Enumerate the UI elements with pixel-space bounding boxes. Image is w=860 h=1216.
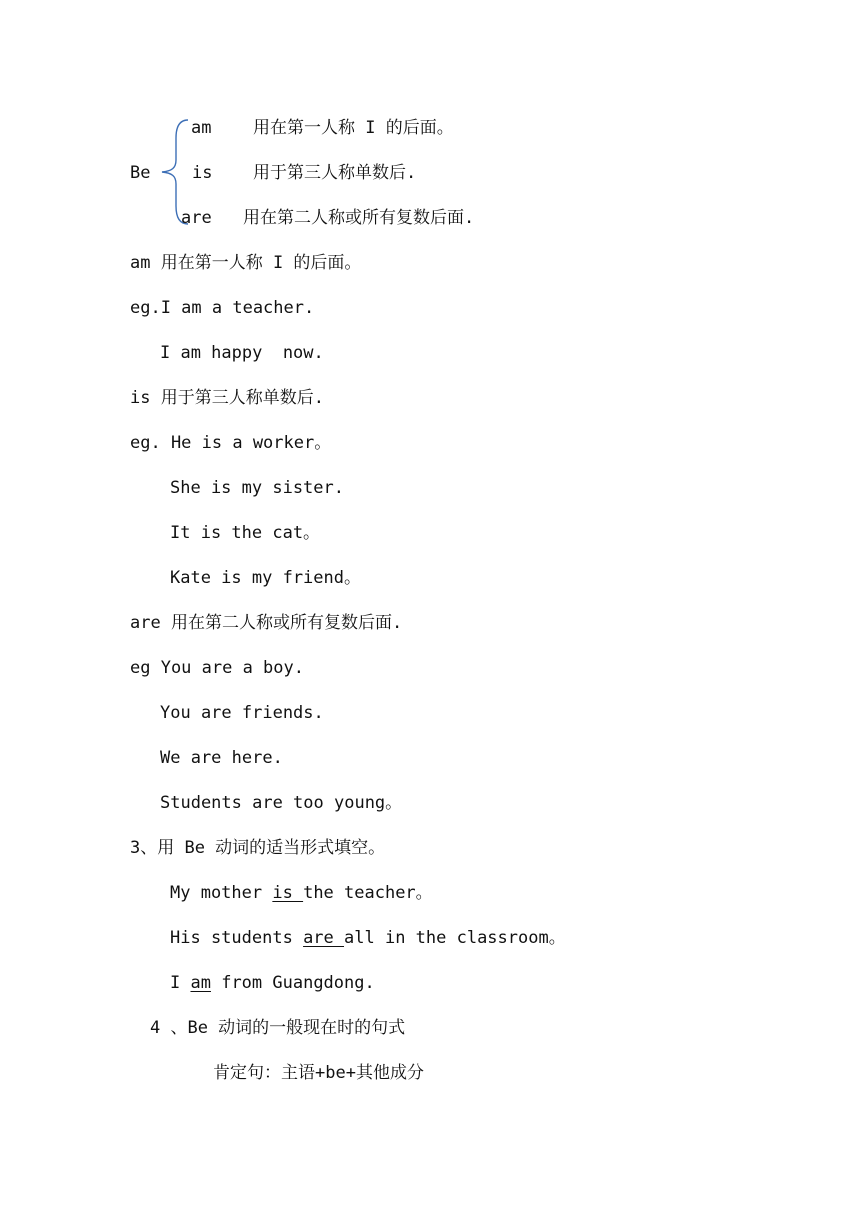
are-rule: are 用在第二人称或所有复数后面. — [130, 613, 403, 633]
exercise-answer: am — [190, 973, 211, 993]
exercise-item — [170, 973, 375, 993]
exercise-item-before: His students — [170, 928, 304, 948]
be-row-are-form: are — [181, 208, 212, 228]
exercise-heading: 3、用 Be 动词的适当形式填空。 — [130, 838, 386, 858]
be-row-is-form: is — [192, 163, 213, 183]
am-rule: am 用在第一人称 I 的后面。 — [130, 253, 362, 273]
are-example: We are here. — [160, 748, 283, 768]
be-label: Be — [130, 163, 151, 183]
are-example: eg You are a boy. — [130, 658, 304, 678]
are-example: Students are too young。 — [160, 793, 403, 813]
section4-heading: 4 、Be 动词的一般现在时的句式 — [150, 1018, 406, 1038]
exercise-item — [170, 883, 433, 903]
is-example: She is my sister. — [170, 478, 344, 498]
am-example: I am happy now. — [160, 343, 324, 363]
exercise-answer: are — [303, 928, 345, 948]
exercise-item-after: from Guangdong. — [210, 973, 375, 993]
exercise-item-after: all in the classroom。 — [344, 928, 566, 948]
be-row-is-rule: 用于第三人称单数后. — [253, 163, 417, 183]
am-example: eg.I am a teacher. — [130, 298, 315, 318]
is-example: Kate is my friend。 — [170, 568, 361, 588]
exercise-item-before: I — [170, 973, 191, 993]
be-row-am-form: am — [191, 118, 212, 138]
be-row-are-rule: 用在第二人称或所有复数后面. — [243, 208, 475, 228]
are-example: You are friends. — [160, 703, 324, 723]
section4-affirmative: 肯定句：主语+be+其他成分 — [213, 1063, 424, 1083]
exercise-item-after: the teacher。 — [303, 883, 433, 903]
is-example: eg. He is a worker。 — [130, 433, 332, 453]
be-row-am-rule: 用在第一人称 I 的后面。 — [253, 118, 454, 138]
is-rule: is 用于第三人称单数后. — [130, 388, 324, 408]
is-example: It is the cat。 — [170, 523, 321, 543]
exercise-answer: is — [272, 883, 304, 903]
exercise-item — [170, 928, 566, 948]
exercise-item-before: My mother — [170, 883, 273, 903]
